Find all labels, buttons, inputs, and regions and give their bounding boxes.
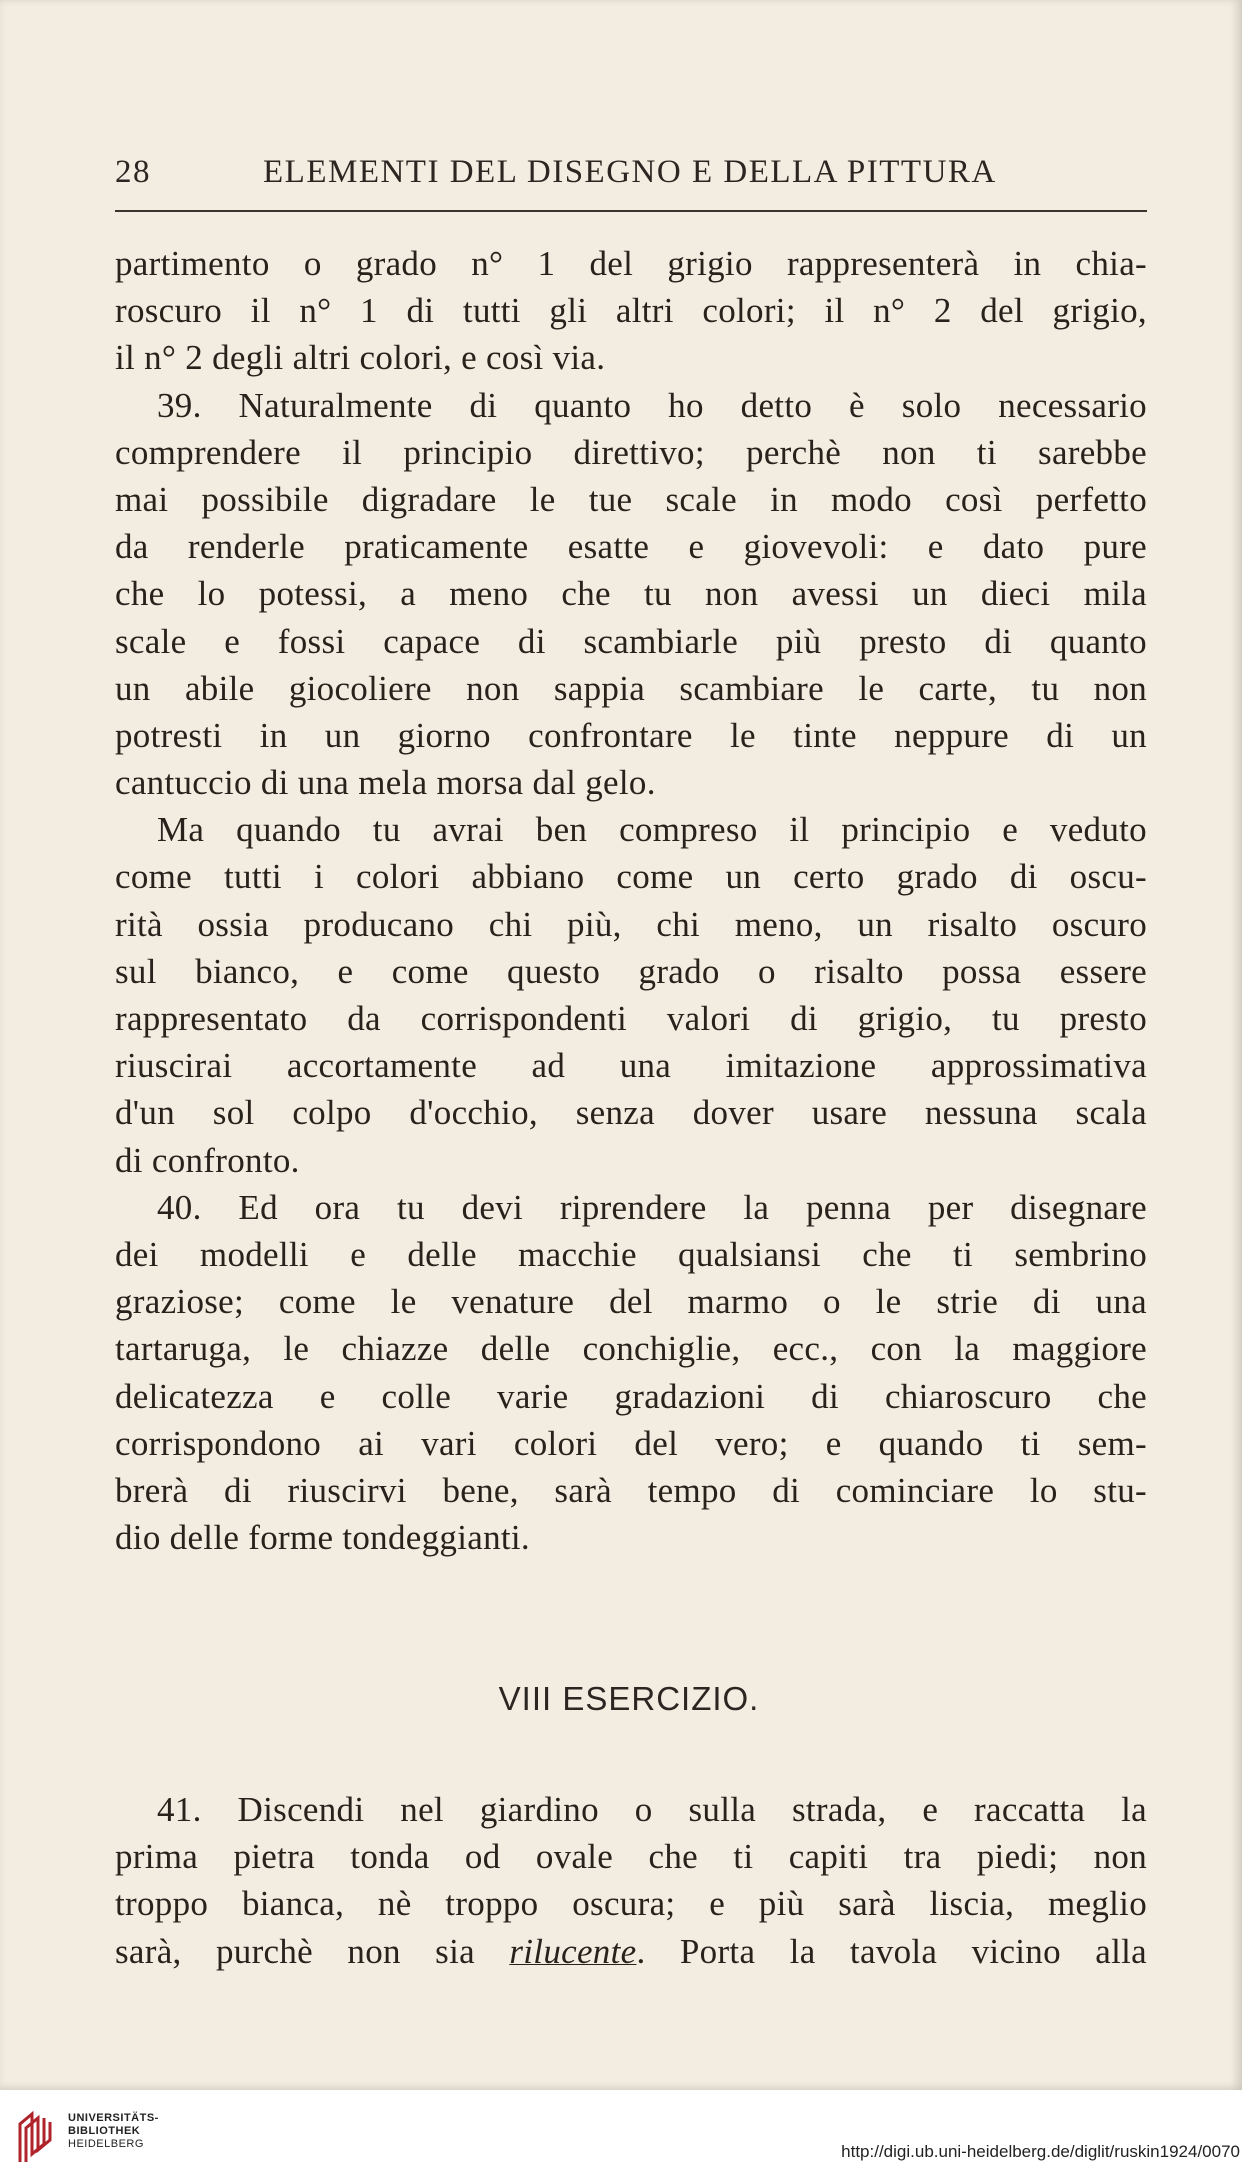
footer-bar — [0, 2090, 1258, 2184]
page-number: 28 — [115, 154, 151, 190]
text-line: come tutti i colori abbiano come un certo grado di oscu- — [115, 857, 1147, 897]
text-line: un abile giocoliere non sappia scambiare le carte, tu non — [115, 668, 1147, 708]
text-line: delicatezza e colle varie gradazioni di chiaroscuro che — [115, 1376, 1147, 1416]
text-line: 40. Ed ora tu devi riprendere la penna per disegnare — [157, 1187, 1147, 1227]
text-line: prima pietra tonda od ovale che ti capiti tra piedi; non — [115, 1837, 1147, 1877]
text-line: mai possibile digradare le tue scale in modo così perfetto — [115, 479, 1147, 519]
text-line: il n° 2 degli altri colori, e così via. — [115, 338, 606, 378]
section-text — [115, 1786, 1147, 1975]
text-line: che lo potessi, a meno che tu non avessi un dieci mila — [115, 574, 1147, 614]
text-line: dei modelli e delle macchie qualsiansi che ti sembrino — [115, 1234, 1147, 1274]
text-line: Ma quando tu avrai ben compreso il principio e veduto — [157, 810, 1147, 850]
text-line: rità ossia producano chi più, chi meno, un risalto oscuro — [115, 904, 1147, 944]
text-line-last — [115, 1928, 1147, 1975]
text-line: scale e fossi capace di scambiarle più presto di quanto — [115, 621, 1147, 661]
text-line: da renderle praticamente esatte e giovevoli: e dato pure — [115, 527, 1147, 567]
text-line: brerà di riuscirvi bene, sarà tempo di cominciare lo stu- — [115, 1470, 1147, 1510]
text-line: tartaruga, le chiazze delle conchiglie, ecc., con la maggiore — [115, 1329, 1147, 1369]
italic-word: rilucente — [509, 1931, 637, 1971]
text-line: 39. Naturalmente di quanto ho detto è solo necessario — [157, 385, 1147, 425]
section-heading: VIII ESERCIZIO. — [498, 1680, 760, 1717]
last-line-end: . Porta la tavola vicino alla — [636, 1931, 1148, 1971]
text-line: roscuro il n° 1 di tutti gli altri colori; il n° 2 del grigio, — [115, 291, 1147, 331]
text-line: graziose; come le venature del marmo o le strie di una — [115, 1282, 1147, 1322]
text-line: rappresentato da corrispondenti valori di grigio, tu presto — [115, 999, 1147, 1038]
text-line: d'un sol colpo d'occhio, senza dover usare nessuna scala — [115, 1093, 1147, 1133]
text-line: 41. Discendi nel giardino o sulla strada, e raccatta la — [157, 1790, 1147, 1829]
text-line: riuscirai accortamente ad una imitazione approssimativa — [115, 1046, 1147, 1086]
text-line: cantuccio di una mela morsa dal gelo. — [115, 763, 656, 803]
text-line: troppo bianca, nè troppo oscura; e più sarà liscia, meglio — [115, 1884, 1147, 1924]
text-line: comprendere il principio direttivo; perchè non ti sarebbe — [115, 432, 1147, 472]
text-line: sul bianco, e come questo grado o risalto possa essere — [115, 951, 1147, 991]
text-line: corrispondono ai vari colori del vero; e quando ti sem- — [115, 1423, 1147, 1463]
text-line: di confronto. — [115, 1140, 300, 1180]
library-line-3: HEIDELBERG — [68, 2138, 144, 2150]
header-rule — [115, 210, 1147, 212]
library-line-2: BIBLIOTHEK — [68, 2125, 141, 2137]
text-line: potresti in un giorno confrontare le tinte neppure di un — [115, 715, 1147, 755]
text-line: partimento o grado n° 1 del grigio rappresenterà in chia- — [115, 244, 1147, 283]
library-name — [68, 2112, 159, 2151]
source-url-link[interactable]: http://digi.ub.uni-heidelberg.de/diglit/ruskin1924/0070 — [841, 2142, 1240, 2161]
library-line-1: UNIVERSITÄTS- — [68, 2112, 159, 2124]
library-logo-icon — [14, 2110, 62, 2166]
last-line-start: sarà, purchè non sia — [115, 1931, 510, 1971]
text-line: dio delle forme tondeggianti. — [115, 1518, 530, 1558]
body-text — [115, 240, 1147, 1561]
running-title: ELEMENTI DEL DISEGNO E DELLA PITTURA — [263, 154, 997, 190]
